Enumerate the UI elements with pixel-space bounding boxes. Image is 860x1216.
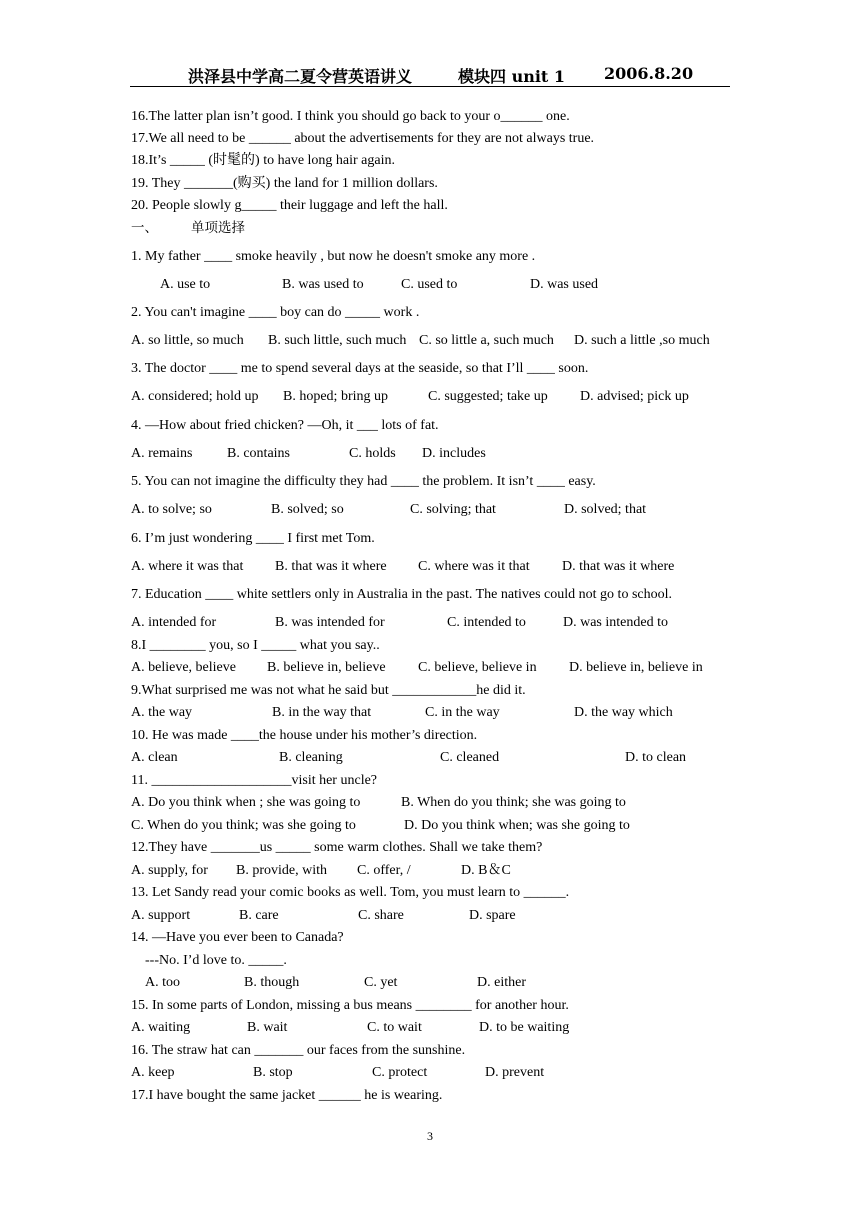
- q14-option-d: D. either: [477, 975, 526, 990]
- question-11: 11. ____________________visit her uncle?: [131, 773, 378, 788]
- q2-option-a: A. so little, so much: [131, 333, 244, 348]
- question-7: 7. Education ____ white settlers only in Australia in the past. The natives could not go to school.: [131, 587, 672, 602]
- question-15: 15. In some parts of London, missing a bus means ________ for another hour.: [131, 998, 569, 1013]
- q10-option-d: D. to clean: [625, 750, 687, 765]
- question-16: 16. The straw hat can _______ our faces from the sunshine.: [131, 1043, 466, 1058]
- q7-option-b: B. was intended for: [275, 615, 385, 630]
- question-10: 10. He was made ____the house under his mother’s direction.: [131, 728, 478, 743]
- header-date: 2006.8.20: [604, 64, 694, 83]
- question-1: 1. My father ____ smoke heavily , but now he doesn't smoke any more .: [131, 249, 536, 264]
- question-14: 14. —Have you ever been to Canada?: [131, 930, 344, 945]
- q16-option-d: D. prevent: [485, 1065, 545, 1080]
- q6-option-d: D. that was it where: [562, 559, 675, 574]
- q11-option-a: A. Do you think when ; she was going to: [131, 795, 361, 810]
- q9-option-b: B. in the way that: [272, 705, 372, 720]
- q2-option-d: D. such a little ,so much: [574, 333, 710, 348]
- question-9: 9.What surprised me was not what he said but ____________he did it.: [131, 683, 526, 698]
- fill-in-18: 18.It’s _____ (时髦的) to have long hair again.: [131, 153, 396, 168]
- q5-option-d: D. solved; that: [564, 502, 647, 517]
- question-17: 17.I have bought the same jacket ______ he is wearing.: [131, 1088, 443, 1103]
- q4-option-d: D. includes: [422, 446, 486, 461]
- q2-option-b: B. such little, such much: [268, 333, 407, 348]
- q8-option-a: A. believe, believe: [131, 660, 236, 675]
- q5-option-a: A. to solve; so: [131, 502, 212, 517]
- q9-option-c: C. in the way: [425, 705, 500, 720]
- q3-option-a: A. considered; hold up: [131, 389, 259, 404]
- q13-option-a: A. support: [131, 908, 191, 923]
- q5-option-c: C. solving; that: [410, 502, 496, 517]
- q16-option-c: C. protect: [372, 1065, 428, 1080]
- q12-option-d: D. B＆C: [461, 863, 511, 878]
- q13-option-c: C. share: [358, 908, 404, 923]
- q14-option-a: A. too: [145, 975, 180, 990]
- question-6: 6. I’m just wondering ____ I first met Tom.: [131, 531, 375, 546]
- q9-option-a: A. the way: [131, 705, 193, 720]
- question-13: 13. Let Sandy read your comic books as well. Tom, you must learn to ______.: [131, 885, 570, 900]
- q6-option-b: B. that was it where: [275, 559, 387, 574]
- q11-option-d: D. Do you think when; was she going to: [404, 818, 630, 833]
- fill-in-17: 17.We all need to be ______ about the advertisements for they are not always true.: [131, 131, 595, 146]
- section-number: 一、: [131, 220, 158, 236]
- fill-in-16: 16.The latter plan isn’t good. I think you should go back to your o______ one.: [131, 109, 570, 124]
- page-number: 3: [427, 1129, 433, 1143]
- q16-option-b: B. stop: [253, 1065, 293, 1080]
- q8-option-c: C. believe, believe in: [418, 660, 537, 675]
- q15-option-d: D. to be waiting: [479, 1020, 570, 1035]
- q6-option-c: C. where was it that: [418, 559, 530, 574]
- q16-option-a: A. keep: [131, 1065, 175, 1080]
- question-2: 2. You can't imagine ____ boy can do _____ work .: [131, 305, 420, 320]
- header-module: 模块四 unit 1: [458, 67, 566, 86]
- question-5: 5. You can not imagine the difficulty they had ____ the problem. It isn’t ____ easy.: [131, 474, 596, 489]
- question-8: 8.I ________ you, so I _____ what you say..: [131, 638, 380, 653]
- q8-option-b: B. believe in, believe: [267, 660, 386, 675]
- q1-option-a: A. use to: [160, 277, 211, 292]
- question-14-reply: ---No. I’d love to. _____.: [145, 953, 287, 968]
- q3-option-c: C. suggested; take up: [428, 389, 548, 404]
- q1-option-d: D. was used: [530, 277, 599, 292]
- q15-option-b: B. wait: [247, 1020, 288, 1035]
- q13-option-b: B. care: [239, 908, 279, 923]
- q1-option-b: B. was used to: [282, 277, 364, 292]
- q10-option-b: B. cleaning: [279, 750, 343, 765]
- q12-option-c: C. offer, /: [357, 863, 411, 878]
- fill-in-19: 19. They _______(购买) the land for 1 million dollars.: [131, 176, 438, 191]
- q12-option-a: A. supply, for: [131, 863, 208, 878]
- q2-option-c: C. so little a, such much: [419, 333, 554, 348]
- page-header: [130, 62, 730, 87]
- q7-option-a: A. intended for: [131, 615, 217, 630]
- header-school: 洪泽县中学高二夏令营英语讲义: [188, 67, 413, 86]
- q3-option-d: D. advised; pick up: [580, 389, 689, 404]
- q7-option-d: D. was intended to: [563, 615, 668, 630]
- q15-option-c: C. to wait: [367, 1020, 422, 1035]
- q7-option-c: C. intended to: [447, 615, 526, 630]
- q15-option-a: A. waiting: [131, 1020, 191, 1035]
- q11-option-c: C. When do you think; was she going to: [131, 818, 356, 833]
- q4-option-b: B. contains: [227, 446, 290, 461]
- q14-option-c: C. yet: [364, 975, 398, 990]
- question-3: 3. The doctor ____ me to spend several days at the seaside, so that I’ll ____ soon.: [131, 361, 589, 376]
- q4-option-a: A. remains: [131, 446, 193, 461]
- question-4: 4. —How about fried chicken? —Oh, it ___ lots of fat.: [131, 418, 439, 433]
- section-heading: [131, 219, 245, 237]
- q10-option-a: A. clean: [131, 750, 178, 765]
- q9-option-d: D. the way which: [574, 705, 673, 720]
- q6-option-a: A. where it was that: [131, 559, 244, 574]
- section-title: 单项选择: [191, 220, 245, 236]
- q14-option-b: B. though: [244, 975, 300, 990]
- q8-option-d: D. believe in, believe in: [569, 660, 703, 675]
- q13-option-d: D. spare: [469, 908, 516, 923]
- q3-option-b: B. hoped; bring up: [283, 389, 388, 404]
- q5-option-b: B. solved; so: [271, 502, 344, 517]
- q12-option-b: B. provide, with: [236, 863, 327, 878]
- q11-option-b: B. When do you think; she was going to: [401, 795, 626, 810]
- question-12: 12.They have _______us _____ some warm clothes. Shall we take them?: [131, 840, 543, 855]
- q1-option-c: C. used to: [401, 277, 458, 292]
- q10-option-c: C. cleaned: [440, 750, 500, 765]
- q4-option-c: C. holds: [349, 446, 396, 461]
- fill-in-20: 20. People slowly g_____ their luggage and left the hall.: [131, 198, 448, 213]
